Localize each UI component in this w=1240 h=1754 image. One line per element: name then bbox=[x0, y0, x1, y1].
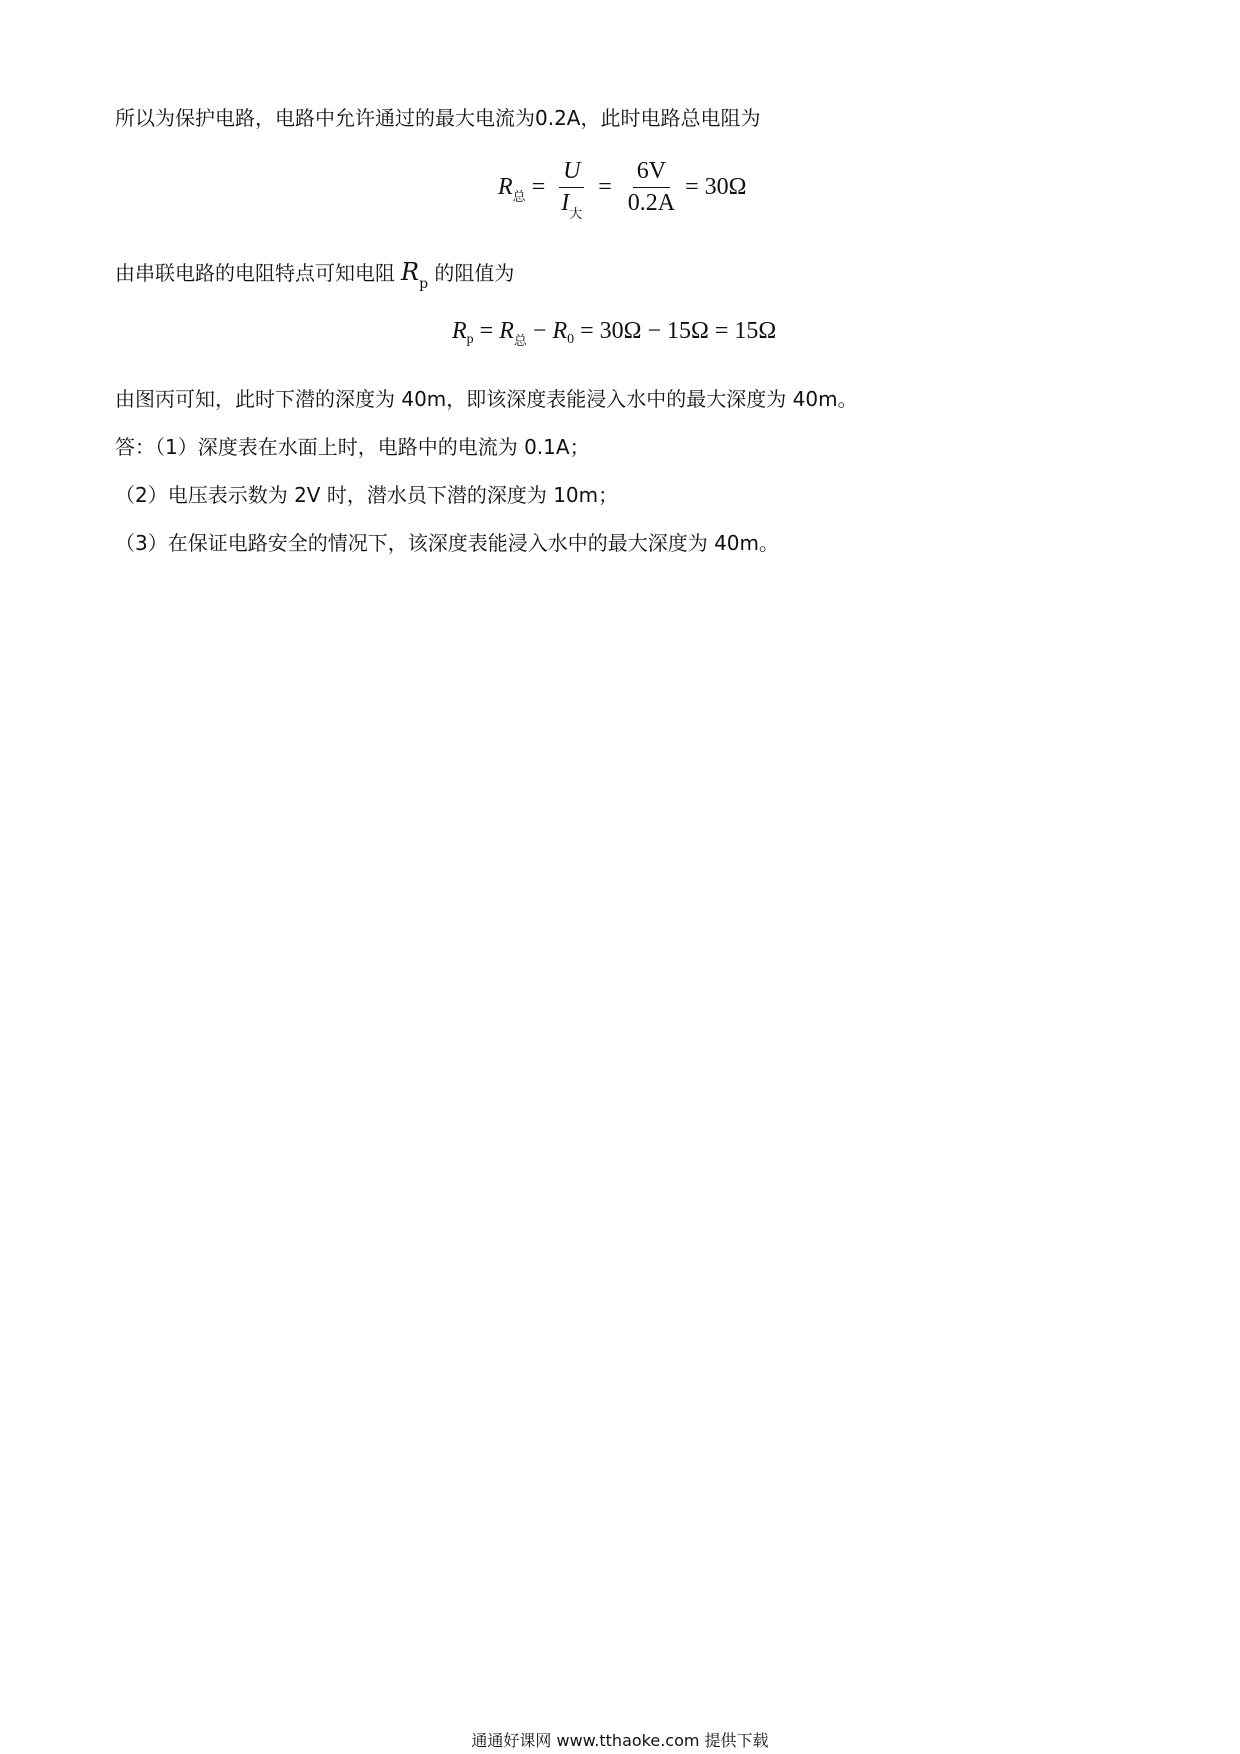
text-resistance-value: 的阻值为 bbox=[428, 261, 515, 285]
paragraph-max-depth: 由图丙可知，此时下潜的深度为 40m，即该深度表能浸入水中的最大深度为 40m。 bbox=[115, 387, 858, 411]
subscript-0: 0 bbox=[567, 331, 575, 347]
denominator-02a: 0.2A bbox=[627, 190, 676, 216]
subscript-p: p bbox=[419, 276, 429, 292]
subscript-p-eq: p bbox=[466, 331, 474, 347]
equals-sign: = bbox=[531, 174, 546, 200]
numerator-6v: 6V bbox=[633, 158, 670, 188]
symbol-r-total-2: R bbox=[499, 318, 514, 344]
fraction-6v-over-02a bbox=[624, 158, 679, 217]
subscript-total: 总 bbox=[512, 190, 526, 205]
symbol-r-total: R bbox=[498, 174, 513, 200]
paragraph-max-current: 所以为保护电路，电路中允许通过的最大电流为0.2A，此时电路总电阻为 bbox=[115, 106, 761, 130]
answer-1: 答：（1）深度表在水面上时，电路中的电流为 0.1A； bbox=[115, 435, 590, 459]
answer-2: （2）电压表示数为 2V 时，潜水员下潜的深度为 10m； bbox=[115, 483, 619, 507]
symbol-rp: R bbox=[452, 318, 467, 344]
footer-credit: 通通好课网 www.tthaoke.com 提供下载 bbox=[471, 1731, 769, 1750]
equals-sign-2: = bbox=[598, 174, 612, 200]
result-15-ohm: = 30Ω − 15Ω = 15Ω bbox=[580, 318, 777, 344]
denominator-i: I bbox=[561, 190, 570, 216]
numerator-u: U bbox=[559, 158, 584, 188]
paragraph-series-resistance bbox=[115, 258, 514, 290]
symbol-r0: R bbox=[552, 318, 568, 344]
equals-sign-3: = bbox=[479, 318, 494, 344]
subscript-total-2: 总 bbox=[513, 334, 527, 349]
answer-3: （3）在保证电路安全的情况下，该深度表能浸入水中的最大深度为 40m。 bbox=[115, 531, 780, 555]
minus-sign: − bbox=[532, 318, 547, 344]
equation-rp bbox=[452, 318, 777, 349]
fraction-u-over-i bbox=[557, 158, 586, 222]
subscript-max: 大 bbox=[569, 207, 583, 222]
result-30-ohm: = 30Ω bbox=[685, 174, 747, 200]
symbol-r: R bbox=[401, 258, 420, 286]
equation-total-resistance bbox=[498, 158, 747, 222]
text-series-intro: 由串联电路的电阻特点可知电阻 bbox=[115, 261, 395, 285]
